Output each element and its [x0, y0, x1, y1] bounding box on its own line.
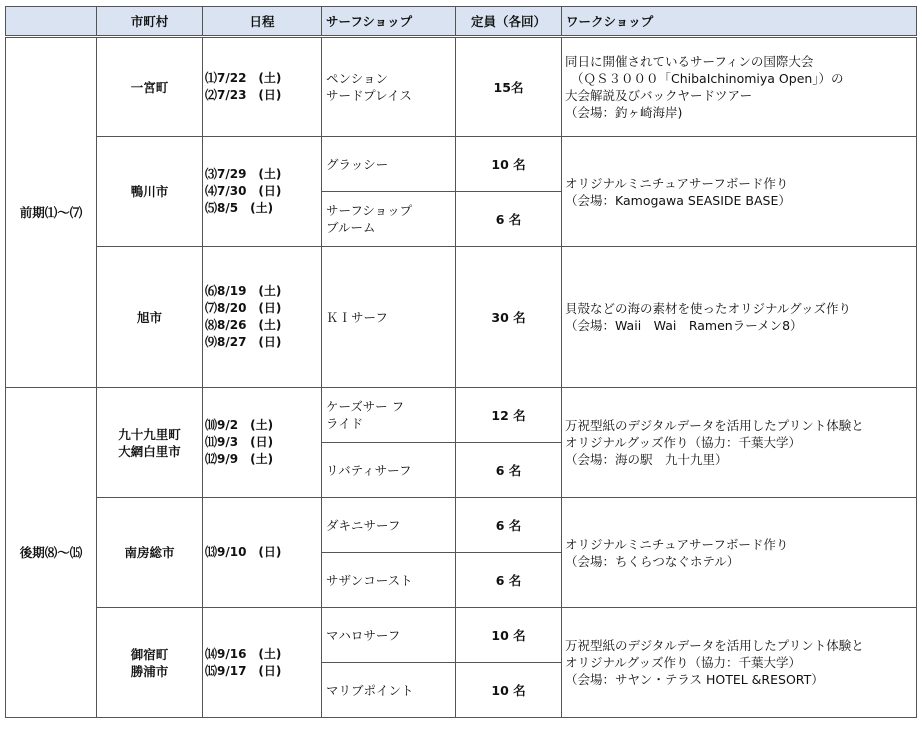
date-item: ⑷7/30 (日) [205, 184, 282, 198]
shop-cell [322, 498, 456, 553]
workshop-line: 同日に開催されているサーフィンの国際大会 [565, 54, 814, 69]
date-item: ⑽9/2 (土) [205, 418, 274, 432]
shop-cell [322, 443, 456, 498]
table-row [6, 37, 917, 137]
shop-name: マリブポイント [326, 682, 414, 698]
period-second: 後期⑻〜⒂ [6, 388, 97, 718]
workshop-cell [562, 388, 917, 498]
shop-cell [322, 137, 456, 192]
shop-cell [322, 663, 456, 718]
city-cell [97, 247, 203, 388]
city-cell [97, 498, 203, 608]
workshop-line: （会場：海の駅 九十九里） [565, 452, 728, 467]
workshop-line: オリジナルミニチュアサーフボード作り [565, 536, 789, 552]
date-item: ⑵7/23 (日) [205, 88, 282, 102]
date-item: ⑸8/5 (土) [205, 201, 274, 215]
capacity-cell: 6 名 [456, 498, 562, 553]
workshop-line: 貝殻などの海の素材を使ったオリジナルグッズ作り [565, 301, 852, 316]
workshop-line: 万祝型紙のデジタルデータを活用したプリント体験と [565, 638, 864, 653]
shop-cell [322, 388, 456, 443]
workshop-cell [562, 247, 917, 388]
shop-name: サードプレイス [326, 88, 412, 103]
shop-name: ライド [326, 416, 364, 431]
shop-cell [322, 192, 456, 247]
capacity-cell: 12 名 [456, 388, 562, 443]
date-item: ⑾9/3 (日) [205, 435, 274, 449]
city-label: 一宮町 [130, 79, 169, 95]
shop-name: マハロサーフ [326, 627, 401, 643]
dates-cell [203, 247, 322, 388]
city-label: 御宿町 [130, 646, 169, 662]
workshop-line: （会場：Kamogawa SEASIDE BASE） [565, 192, 791, 208]
header-dates: 日程 [203, 7, 322, 37]
header-row [6, 7, 917, 37]
table-row [6, 608, 917, 663]
header-period-cell [6, 7, 97, 37]
capacity-cell: 10 名 [456, 608, 562, 663]
workshop-line: オリジナルグッズ作り（協力：千葉大学） [565, 435, 802, 450]
workshop-line: （会場：釣ヶ崎海岸) [565, 105, 683, 120]
date-item: ⑴7/22 (土) [205, 71, 282, 85]
dates-cell [203, 498, 322, 608]
capacity-cell: 6 名 [456, 192, 562, 247]
table-row [6, 388, 917, 443]
workshop-cell [562, 498, 917, 608]
city-cell [97, 388, 203, 498]
capacity-cell: 6 名 [456, 553, 562, 608]
city-cell [97, 608, 203, 718]
period-first: 前期⑴〜⑺ [6, 37, 97, 388]
date-item: ⒁9/16 (土) [205, 646, 282, 661]
city-cell [97, 137, 203, 247]
workshop-schedule-table [5, 6, 917, 718]
date-item: ⑶7/29 (土) [205, 167, 282, 181]
dates-cell [203, 388, 322, 498]
date-item: ⒀9/10 (日) [205, 545, 282, 559]
shop-cell [322, 608, 456, 663]
workshop-line: （ＱＳ３０００「ChibaIchinomiya Open」）の [571, 71, 844, 86]
shop-name: グラッシー [326, 156, 389, 172]
table-row [6, 137, 917, 192]
header-surf-shop: サーフショップ [322, 7, 456, 37]
shop-name: サーフショップ [326, 203, 413, 218]
date-item: ⑿9/9 (土) [205, 452, 274, 466]
capacity-cell: 10 名 [456, 137, 562, 192]
workshop-line: （会場：サヤン・テラス HOTEL &RESORT） [565, 672, 824, 687]
city-label: 九十九里町 [118, 426, 181, 442]
workshop-cell [562, 37, 917, 137]
header-city: 市町村 [97, 7, 203, 37]
shop-name: ブルーム [326, 220, 376, 235]
workshop-line: 万祝型紙のデジタルデータを活用したプリント体験と [565, 418, 864, 433]
shop-name: ケーズサー フ [326, 399, 405, 414]
workshop-cell [562, 608, 917, 718]
city-label: 勝浦市 [130, 663, 169, 679]
capacity-cell: 30 名 [456, 247, 562, 388]
date-item: ⑼8/27 (日) [205, 335, 282, 349]
workshop-line: （会場：Waii Wai Ramenラーメン8） [565, 318, 803, 333]
workshop-cell [562, 137, 917, 247]
header-capacity: 定員（各回） [456, 7, 562, 37]
date-item: ⒂9/17 (日) [205, 663, 282, 678]
shop-cell [322, 553, 456, 608]
date-item: ⑹8/19 (土) [205, 284, 282, 298]
workshop-line: オリジナルグッズ作り（協力：千葉大学） [565, 655, 802, 670]
table-row [6, 498, 917, 553]
header-workshop: ワークショップ [562, 7, 917, 37]
workshop-line: 大会解説及びバックヤードツアー [565, 88, 753, 103]
workshop-line: オリジナルミニチュアサーフボード作り [565, 175, 789, 191]
capacity-cell: 10 名 [456, 663, 562, 718]
shop-name: ＫＩサーフ [326, 309, 388, 325]
city-label: 鴨川市 [130, 184, 169, 199]
date-item: ⑻8/26 (土) [205, 318, 282, 332]
capacity-cell: 6 名 [456, 443, 562, 498]
table-row [6, 247, 917, 388]
workshop-line: （会場：ちくらつなぐホテル） [565, 553, 740, 569]
dates-cell [203, 137, 322, 247]
city-cell [97, 37, 203, 137]
shop-name: サザンコースト [326, 572, 413, 588]
shop-name: ダキニサーフ [326, 517, 401, 533]
shop-cell [322, 37, 456, 137]
capacity-cell: 15名 [456, 37, 562, 137]
date-item: ⑺8/20 (日) [205, 301, 282, 315]
city-label: 南房総市 [124, 545, 175, 560]
shop-name: リバティサーフ [326, 462, 412, 478]
shop-name: ペンション [326, 71, 388, 86]
dates-cell [203, 608, 322, 718]
shop-cell [322, 247, 456, 388]
city-label: 旭市 [136, 309, 162, 325]
city-label: 大網白里市 [118, 443, 181, 459]
dates-cell [203, 37, 322, 137]
